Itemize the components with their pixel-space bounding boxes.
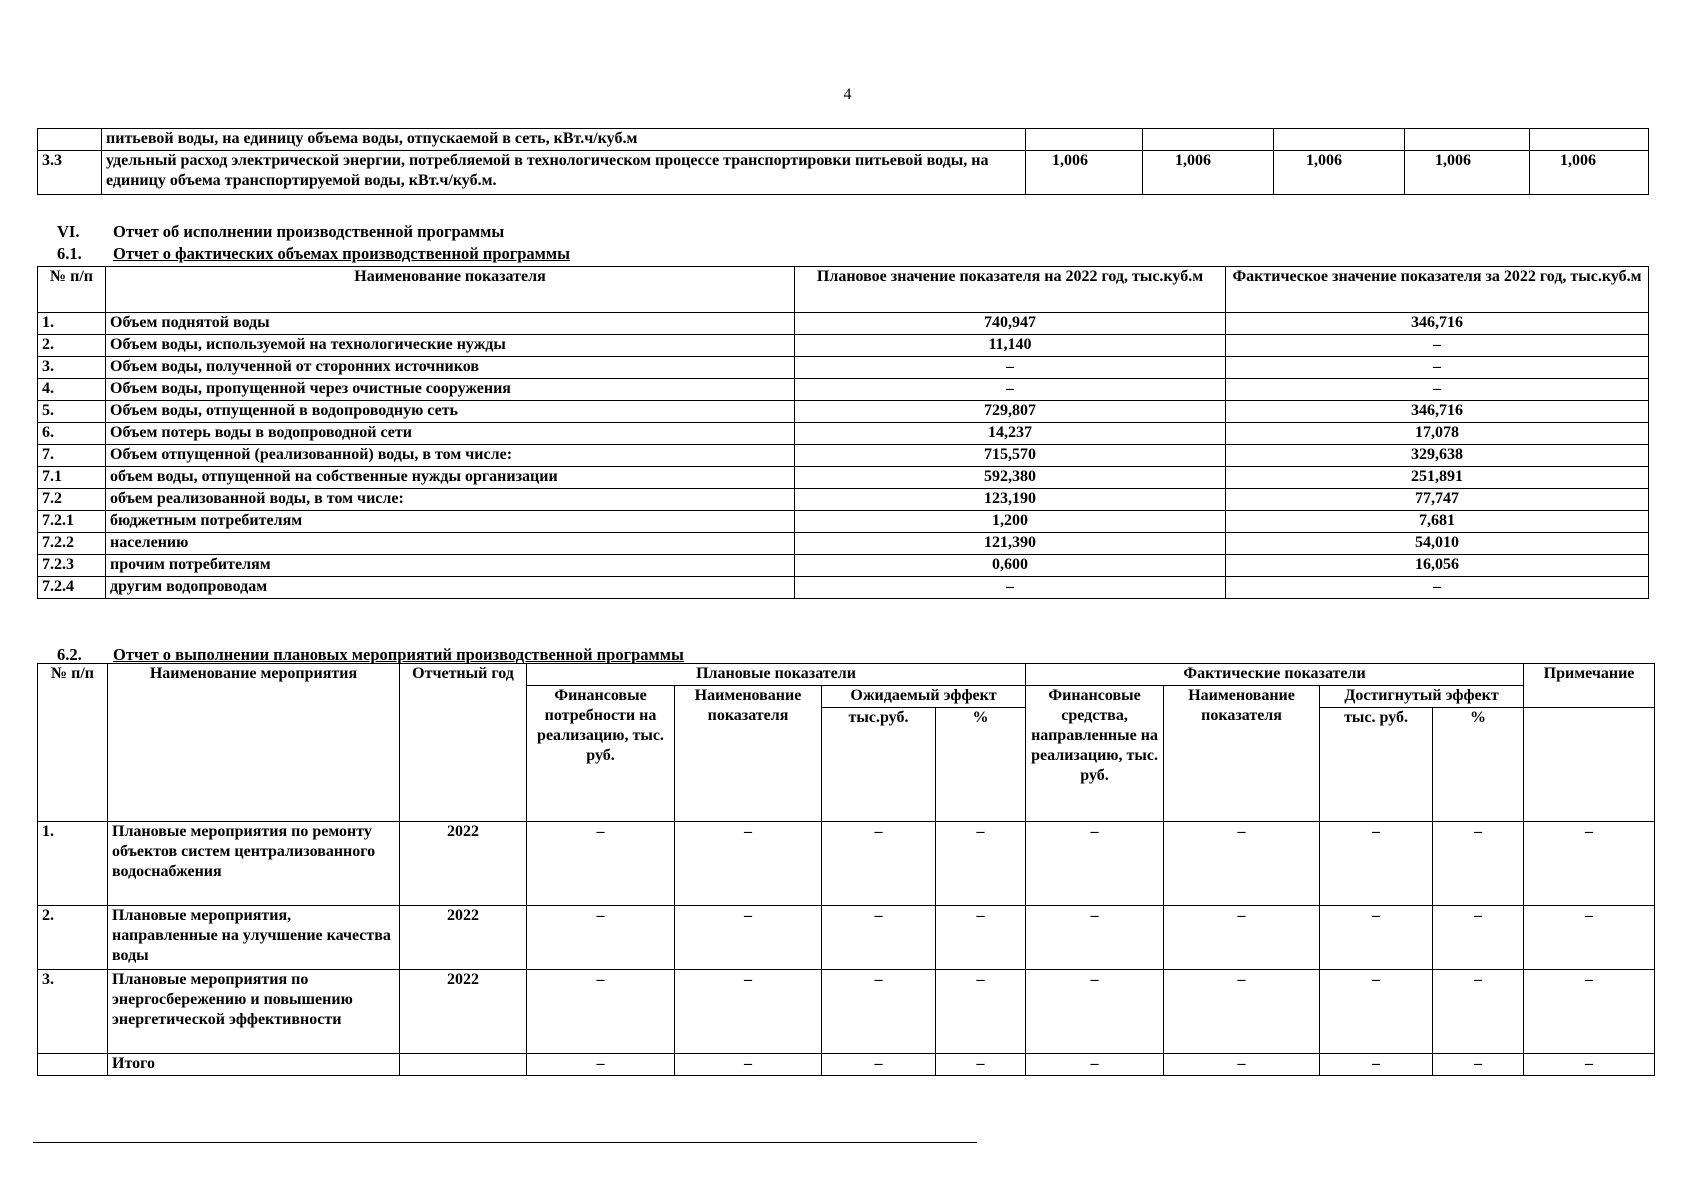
act-effect-pct-value: –	[1433, 822, 1524, 906]
plan-value: 121,390	[795, 533, 1226, 555]
section-number: VI.	[57, 222, 80, 241]
fact-value: –	[1226, 379, 1649, 401]
planned-activities-table	[37, 663, 1655, 1076]
section-number: 6.1.	[57, 244, 82, 263]
value-cell: 1,006	[1274, 151, 1405, 195]
row-number: 7.2.3	[38, 555, 106, 577]
plan-indicator-value: –	[675, 970, 822, 1054]
plan-value: –	[795, 379, 1226, 401]
plan-fin-value: –	[527, 822, 675, 906]
section-title: Отчет о выполнении плановых мероприятий производственной программы	[113, 645, 684, 664]
indicators-continuation-table	[37, 128, 1649, 195]
fact-value: 16,056	[1226, 555, 1649, 577]
row-number: 3.	[38, 970, 108, 1054]
section-number: 6.2.	[57, 645, 82, 664]
indicator-name: другим водопроводам	[106, 577, 795, 599]
header-note: Примечание	[1524, 664, 1655, 708]
value-cell	[1274, 129, 1405, 151]
header-act-effect-pct: %	[1433, 708, 1524, 822]
header-plan-indicator: Наименование показателя	[675, 686, 822, 822]
section-title: Отчет о фактических объемах производственной программы	[113, 244, 571, 263]
act-effect-rub-value: –	[1320, 822, 1433, 906]
row-number: 7.1	[38, 467, 106, 489]
plan-effect-rub-value: –	[822, 822, 936, 906]
act-effect-rub-value: –	[1320, 970, 1433, 1054]
actual-volumes-table	[37, 266, 1649, 599]
indicator-name: бюджетным потребителям	[106, 511, 795, 533]
activity-name: Итого	[108, 1054, 400, 1076]
act-fin-value: –	[1026, 906, 1164, 970]
act-effect-rub-value: –	[1320, 1054, 1433, 1076]
plan-value: 0,600	[795, 555, 1226, 577]
header-act-effect: Достигнутый эффект	[1320, 686, 1524, 708]
indicator-name: Объем потерь воды в водопроводной сети	[106, 423, 795, 445]
value-cell	[1026, 129, 1143, 151]
plan-value: 729,807	[795, 401, 1226, 423]
row-number	[38, 129, 102, 151]
header-note-blank	[1524, 708, 1655, 822]
plan-value: 11,140	[795, 335, 1226, 357]
indicator-name: Объем поднятой воды	[106, 313, 795, 335]
row-number: 1.	[38, 313, 106, 335]
indicator-name: объем воды, отпущенной на собственные нужды организации	[106, 467, 795, 489]
value-cell	[1530, 129, 1649, 151]
report-year: 2022	[400, 906, 527, 970]
table-row	[38, 401, 1649, 423]
header-name: Наименование мероприятия	[108, 664, 400, 822]
fact-value: 7,681	[1226, 511, 1649, 533]
table-row	[38, 357, 1649, 379]
plan-value: –	[795, 357, 1226, 379]
plan-fin-value: –	[527, 1054, 675, 1076]
footer-divider	[33, 1142, 977, 1143]
plan-value: 740,947	[795, 313, 1226, 335]
header-act-indicator: Наименование показателя	[1164, 686, 1320, 822]
fact-value: 346,716	[1226, 401, 1649, 423]
plan-effect-pct-value: –	[936, 1054, 1026, 1076]
note-value: –	[1524, 822, 1655, 906]
act-indicator-value: –	[1164, 906, 1320, 970]
header-plan-effect-rub: тыс.руб.	[822, 708, 936, 822]
header-plan-fin: Финансовые потребности на реализацию, тыс. руб.	[527, 686, 675, 822]
table-row	[38, 335, 1649, 357]
header-fact: Фактическое значение показателя за 2022 год, тыс.куб.м	[1226, 267, 1649, 313]
row-number: 1.	[38, 822, 108, 906]
fact-value: –	[1226, 357, 1649, 379]
activity-name: Плановые мероприятия, направленные на улучшение качества воды	[108, 906, 400, 970]
act-effect-rub-value: –	[1320, 906, 1433, 970]
indicator-name: объем реализованной воды, в том числе:	[106, 489, 795, 511]
header-actual: Фактические показатели	[1026, 664, 1524, 686]
row-number: 5.	[38, 401, 106, 423]
header-plan: Плановое значение показателя на 2022 год, тыс.куб.м	[795, 267, 1226, 313]
fact-value: 251,891	[1226, 467, 1649, 489]
table-row	[38, 1054, 1655, 1076]
indicator-name: Объем воды, полученной от сторонних источников	[106, 357, 795, 379]
table-row	[38, 445, 1649, 467]
indicator-name: Объем отпущенной (реализованной) воды, в том числе:	[106, 445, 795, 467]
fact-value: 77,747	[1226, 489, 1649, 511]
plan-effect-pct-value: –	[936, 970, 1026, 1054]
indicator-name: питьевой воды, на единицу объема воды, отпускаемой в сеть, кВт.ч/куб.м	[102, 129, 1026, 151]
value-cell	[1405, 129, 1530, 151]
table-row	[38, 489, 1649, 511]
table-row	[38, 906, 1655, 970]
indicator-name: Объем воды, отпущенной в водопроводную сеть	[106, 401, 795, 423]
report-year	[400, 1054, 527, 1076]
plan-effect-pct-value: –	[936, 822, 1026, 906]
table-row	[38, 577, 1649, 599]
row-number	[38, 1054, 108, 1076]
report-year: 2022	[400, 822, 527, 906]
note-value: –	[1524, 906, 1655, 970]
plan-effect-rub-value: –	[822, 1054, 936, 1076]
plan-indicator-value: –	[675, 906, 822, 970]
header-act-effect-rub: тыс. руб.	[1320, 708, 1433, 822]
value-cell: 1,006	[1026, 151, 1143, 195]
note-value: –	[1524, 1054, 1655, 1076]
plan-value: 592,380	[795, 467, 1226, 489]
section-vi-heading	[57, 222, 504, 242]
plan-value: 14,237	[795, 423, 1226, 445]
fact-value: 346,716	[1226, 313, 1649, 335]
section-61-heading	[57, 244, 570, 264]
fact-value: 17,078	[1226, 423, 1649, 445]
plan-effect-rub-value: –	[822, 970, 936, 1054]
act-fin-value: –	[1026, 1054, 1164, 1076]
table-row	[38, 313, 1649, 335]
table-row	[38, 555, 1649, 577]
header-plan-effect-pct: %	[936, 708, 1026, 822]
table-row	[38, 511, 1649, 533]
table-header-row	[38, 664, 1655, 686]
indicator-name: прочим потребителям	[106, 555, 795, 577]
header-name: Наименование показателя	[106, 267, 795, 313]
activity-name: Плановые мероприятия по энергосбережению и повышению энергетической эффективности	[108, 970, 400, 1054]
act-effect-pct-value: –	[1433, 970, 1524, 1054]
indicator-name: Объем воды, используемой на технологические нужды	[106, 335, 795, 357]
table-row	[38, 467, 1649, 489]
page-number: 4	[843, 86, 852, 103]
act-indicator-value: –	[1164, 1054, 1320, 1076]
act-effect-pct-value: –	[1433, 1054, 1524, 1076]
plan-value: 1,200	[795, 511, 1226, 533]
act-effect-pct-value: –	[1433, 906, 1524, 970]
table-header-row	[38, 267, 1649, 313]
plan-fin-value: –	[527, 906, 675, 970]
note-value: –	[1524, 970, 1655, 1054]
value-cell: 1,006	[1143, 151, 1274, 195]
row-number: 4.	[38, 379, 106, 401]
table-row	[38, 970, 1655, 1054]
plan-effect-rub-value: –	[822, 906, 936, 970]
act-indicator-value: –	[1164, 822, 1320, 906]
table-row	[38, 423, 1649, 445]
indicator-name: удельный расход электрической энергии, потребляемой в технологическом процессе транспортировки питьевой воды, на единицу объема транспортируемой воды, кВт.ч/куб.м.	[102, 151, 1026, 195]
row-number: 7.2.2	[38, 533, 106, 555]
fact-value: 329,638	[1226, 445, 1649, 467]
table-row	[38, 151, 1649, 195]
section-title: Отчет об исполнении производственной программы	[113, 222, 505, 241]
row-number: 6.	[38, 423, 106, 445]
plan-effect-pct-value: –	[936, 906, 1026, 970]
activity-name: Плановые мероприятия по ремонту объектов систем централизованного водоснабжения	[108, 822, 400, 906]
plan-value: 123,190	[795, 489, 1226, 511]
value-cell: 1,006	[1405, 151, 1530, 195]
row-number: 7.2.4	[38, 577, 106, 599]
header-num: № п/п	[38, 664, 108, 822]
report-year: 2022	[400, 970, 527, 1054]
header-year: Отчетный год	[400, 664, 527, 822]
plan-value: 715,570	[795, 445, 1226, 467]
fact-value: –	[1226, 577, 1649, 599]
indicator-name: Объем воды, пропущенной через очистные сооружения	[106, 379, 795, 401]
act-fin-value: –	[1026, 970, 1164, 1054]
row-number: 2.	[38, 906, 108, 970]
table-row	[38, 822, 1655, 906]
indicator-name: населению	[106, 533, 795, 555]
row-number: 7.	[38, 445, 106, 467]
row-number: 7.2	[38, 489, 106, 511]
row-number: 3.3	[38, 151, 102, 195]
header-planned: Плановые показатели	[527, 664, 1026, 686]
table-row	[38, 533, 1649, 555]
row-number: 3.	[38, 357, 106, 379]
value-cell	[1143, 129, 1274, 151]
header-act-fin: Финансовые средства, направленные на реализацию, тыс. руб.	[1026, 686, 1164, 822]
act-indicator-value: –	[1164, 970, 1320, 1054]
plan-fin-value: –	[527, 970, 675, 1054]
plan-indicator-value: –	[675, 822, 822, 906]
header-plan-effect: Ожидаемый эффект	[822, 686, 1026, 708]
row-number: 2.	[38, 335, 106, 357]
fact-value: 54,010	[1226, 533, 1649, 555]
table-row	[38, 129, 1649, 151]
table-row	[38, 379, 1649, 401]
act-fin-value: –	[1026, 822, 1164, 906]
value-cell: 1,006	[1530, 151, 1649, 195]
plan-value: –	[795, 577, 1226, 599]
plan-indicator-value: –	[675, 1054, 822, 1076]
row-number: 7.2.1	[38, 511, 106, 533]
section-62-heading	[57, 645, 684, 665]
header-num: № п/п	[38, 267, 106, 313]
fact-value: –	[1226, 335, 1649, 357]
